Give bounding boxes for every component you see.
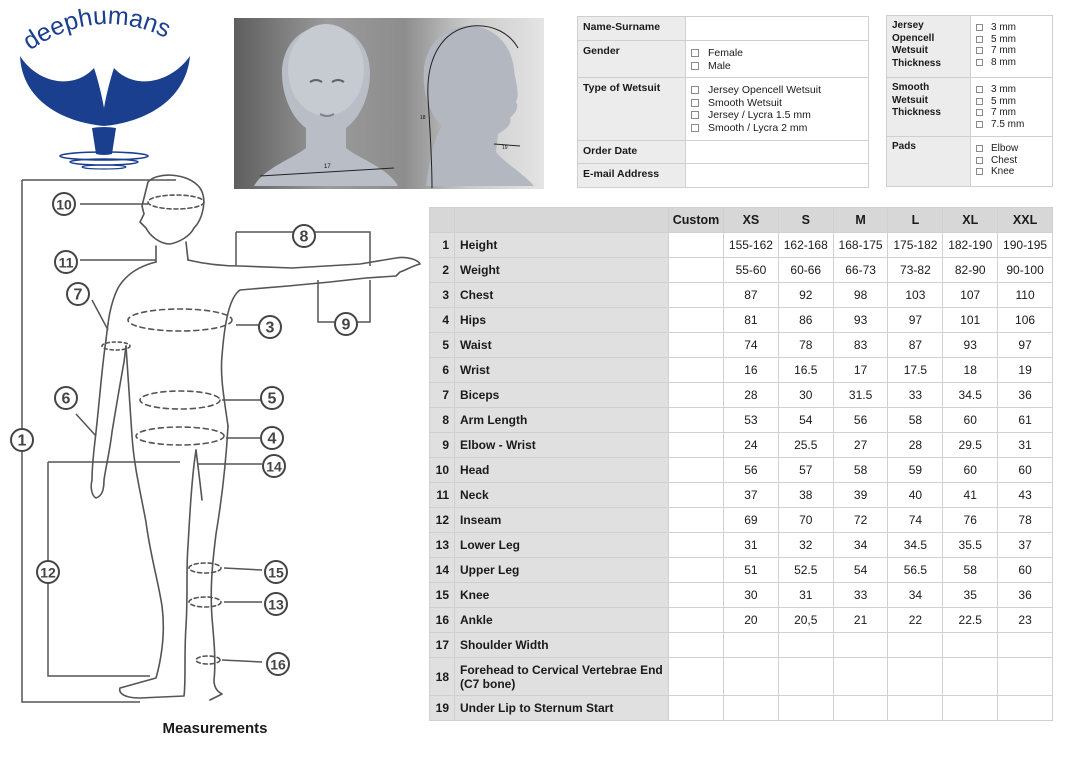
table-row (430, 283, 1053, 308)
measurement-number: 11 (430, 483, 455, 508)
marker-label: 16 (270, 656, 286, 673)
measurement-name: Arm Length (455, 408, 669, 433)
size-value-cell: 83 (833, 333, 888, 358)
size-value-cell (833, 658, 888, 696)
size-chart-header-cell: XXL (998, 208, 1053, 233)
checkbox-icon[interactable] (976, 168, 983, 175)
marker-label: 15 (268, 564, 284, 581)
size-chart-header-row (430, 208, 1053, 233)
size-value-cell: 30 (778, 383, 833, 408)
marker-label: 1 (17, 432, 27, 450)
size-value-cell: 27 (833, 433, 888, 458)
size-value-cell: 190-195 (998, 233, 1053, 258)
size-value-cell: 38 (778, 483, 833, 508)
table-row (430, 433, 1053, 458)
measurement-number: 12 (430, 508, 455, 533)
pads-option[interactable]: Elbow (976, 143, 1047, 155)
size-value-cell: 58 (943, 558, 998, 583)
size-value-cell: 34 (888, 583, 943, 608)
size-value-cell: 57 (778, 458, 833, 483)
size-value-cell: 23 (998, 608, 1053, 633)
marker-8 (293, 225, 315, 247)
size-chart-header-cell: XL (943, 208, 998, 233)
photo-label-18: 18 (420, 115, 426, 121)
measurement-number: 10 (430, 458, 455, 483)
measurement-name: Head (455, 458, 669, 483)
marker-10 (53, 193, 75, 215)
gender-option-female[interactable]: Female (691, 47, 863, 60)
size-value-cell: 37 (998, 533, 1053, 558)
table-row (430, 383, 1053, 408)
size-value-cell: 36 (998, 583, 1053, 608)
pads-option[interactable]: Knee (976, 166, 1047, 178)
marker-4 (261, 427, 283, 449)
body-measurement-diagram (0, 170, 430, 715)
size-value-cell (943, 633, 998, 658)
size-value-cell: 52.5 (778, 558, 833, 583)
size-chart-header-cell (430, 208, 455, 233)
size-value-cell (998, 633, 1053, 658)
size-value-cell (724, 658, 779, 696)
size-value-cell: 69 (724, 508, 779, 533)
size-value-cell (998, 696, 1053, 721)
size-value-cell: 21 (833, 608, 888, 633)
thickness-option[interactable]: 8 mm (976, 57, 1047, 69)
pads-option[interactable]: Chest (976, 155, 1047, 167)
customer-info-form (577, 16, 869, 188)
size-value-cell: 74 (724, 333, 779, 358)
size-value-cell: 70 (778, 508, 833, 533)
size-value-cell: 78 (998, 508, 1053, 533)
size-value-cell: 175-182 (888, 233, 943, 258)
size-value-cell: 59 (888, 458, 943, 483)
marker-5 (261, 387, 283, 409)
checkbox-icon[interactable] (976, 59, 983, 66)
deephumans-logo (14, 4, 194, 174)
marker-12 (37, 561, 59, 583)
form-row-name (578, 17, 869, 41)
size-chart-header-cell: L (888, 208, 943, 233)
size-value-cell: 24 (724, 433, 779, 458)
size-value-cell: 51 (724, 558, 779, 583)
size-value-cell: 53 (724, 408, 779, 433)
marker-label: 9 (341, 316, 351, 334)
table-row (430, 258, 1053, 283)
marker-label: 13 (268, 596, 284, 613)
checkbox-icon[interactable] (691, 111, 699, 119)
size-value-cell: 54 (778, 408, 833, 433)
table-row (430, 408, 1053, 433)
size-value-cell: 20,5 (778, 608, 833, 633)
marker-15 (265, 561, 287, 583)
size-value-cell: 25.5 (778, 433, 833, 458)
table-row (430, 658, 1053, 696)
marker-label: 14 (266, 458, 282, 475)
size-value-cell: 98 (833, 283, 888, 308)
checkbox-icon[interactable] (691, 62, 699, 70)
form-label: Gender (578, 41, 686, 78)
size-value-cell (724, 696, 779, 721)
size-value-cell: 34.5 (943, 383, 998, 408)
size-value-cell: 29.5 (943, 433, 998, 458)
form-row-email (578, 164, 869, 188)
form-row-jersey-thickness (887, 16, 1053, 78)
measurement-name: Hips (455, 308, 669, 333)
marker-label: 5 (267, 390, 277, 408)
size-chart-header-cell: XS (724, 208, 779, 233)
checkbox-icon[interactable] (691, 86, 699, 94)
form-label: Pads (887, 137, 971, 187)
size-value-cell: 60-66 (778, 258, 833, 283)
size-value-cell: 56 (833, 408, 888, 433)
profile-head-figure (420, 26, 534, 188)
custom-size-cell[interactable] (669, 696, 724, 721)
measurement-number: 13 (430, 533, 455, 558)
size-value-cell: 155-162 (724, 233, 779, 258)
measurement-number: 16 (430, 608, 455, 633)
table-row (430, 558, 1053, 583)
checkbox-icon[interactable] (976, 36, 983, 43)
size-value-cell: 31.5 (833, 383, 888, 408)
checkbox-icon[interactable] (976, 86, 983, 93)
size-value-cell: 162-168 (778, 233, 833, 258)
size-value-cell: 97 (888, 308, 943, 333)
size-value-cell (943, 696, 998, 721)
size-value-cell: 33 (888, 383, 943, 408)
measurement-name: Shoulder Width (455, 633, 669, 658)
size-value-cell (888, 633, 943, 658)
size-value-cell: 93 (833, 308, 888, 333)
custom-size-cell[interactable] (669, 308, 724, 333)
measurement-name: Biceps (455, 383, 669, 408)
table-row (430, 533, 1053, 558)
size-value-cell: 34.5 (888, 533, 943, 558)
size-value-cell: 18 (943, 358, 998, 383)
size-chart-header-cell: Custom (669, 208, 724, 233)
checkbox-icon[interactable] (691, 49, 699, 57)
form-row-pads (887, 137, 1053, 187)
size-value-cell (778, 633, 833, 658)
size-value-cell: 107 (943, 283, 998, 308)
table-row (430, 483, 1053, 508)
custom-size-cell[interactable] (669, 283, 724, 308)
photo-label-17: 17 (324, 164, 331, 170)
custom-size-cell[interactable] (669, 433, 724, 458)
size-chart-table (429, 207, 1053, 721)
measurement-name: Weight (455, 258, 669, 283)
measurement-name: Ankle (455, 608, 669, 633)
thickness-options-form (886, 15, 1053, 187)
thickness-option[interactable]: 7 mm (976, 45, 1047, 57)
table-row (430, 458, 1053, 483)
front-head-figure (254, 24, 398, 186)
size-value-cell: 22.5 (943, 608, 998, 633)
marker-9 (335, 313, 357, 335)
size-value-cell: 56.5 (888, 558, 943, 583)
size-value-cell: 103 (888, 283, 943, 308)
marker-label: 4 (267, 430, 277, 448)
size-value-cell: 58 (888, 408, 943, 433)
measurement-name: Chest (455, 283, 669, 308)
size-value-cell: 60 (998, 458, 1053, 483)
name-surname-field[interactable] (686, 17, 869, 41)
measurement-name: Neck (455, 483, 669, 508)
marker-13 (265, 593, 287, 615)
size-value-cell: 17.5 (888, 358, 943, 383)
measurement-number: 15 (430, 583, 455, 608)
custom-size-cell[interactable] (669, 358, 724, 383)
size-value-cell: 97 (998, 333, 1053, 358)
form-label: Type of Wetsuit (578, 78, 686, 141)
size-value-cell: 31 (778, 583, 833, 608)
table-row (430, 333, 1053, 358)
form-row-order-date (578, 141, 869, 164)
size-value-cell: 76 (943, 508, 998, 533)
form-row-smooth-thickness (887, 78, 1053, 137)
marker-label: 8 (299, 228, 309, 246)
size-value-cell: 101 (943, 308, 998, 333)
size-value-cell: 31 (998, 433, 1053, 458)
table-row (430, 583, 1053, 608)
size-chart-header-cell: M (833, 208, 888, 233)
size-value-cell: 28 (888, 433, 943, 458)
marker-11 (55, 251, 77, 273)
size-value-cell: 86 (778, 308, 833, 333)
size-value-cell: 54 (833, 558, 888, 583)
size-value-cell: 39 (833, 483, 888, 508)
marker-6 (55, 387, 77, 409)
marker-16 (267, 653, 289, 675)
measurement-name: Forehead to Cervical Vertebrae End (C7 bone) (455, 658, 669, 696)
marker-label: 11 (58, 254, 74, 271)
marker-7 (67, 283, 89, 305)
size-value-cell: 90-100 (998, 258, 1053, 283)
size-value-cell: 20 (724, 608, 779, 633)
size-chart-header-cell: S (778, 208, 833, 233)
size-value-cell (778, 696, 833, 721)
marker-label: 6 (61, 390, 71, 408)
custom-size-cell[interactable] (669, 383, 724, 408)
form-label: Name-Surname (578, 17, 686, 41)
size-value-cell: 110 (998, 283, 1053, 308)
table-row (430, 358, 1053, 383)
table-row (430, 633, 1053, 658)
size-value-cell: 60 (943, 408, 998, 433)
size-value-cell: 16.5 (778, 358, 833, 383)
measurement-number: 3 (430, 283, 455, 308)
size-value-cell: 73-82 (888, 258, 943, 283)
custom-size-cell[interactable] (669, 233, 724, 258)
checkbox-icon[interactable] (691, 124, 699, 132)
size-value-cell: 36 (998, 383, 1053, 408)
size-value-cell: 92 (778, 283, 833, 308)
size-value-cell (998, 658, 1053, 696)
size-value-cell: 40 (888, 483, 943, 508)
measurement-name: Under Lip to Sternum Start (455, 696, 669, 721)
diagram-markers (11, 193, 357, 675)
photo-label-19: 19 (502, 145, 508, 151)
checkbox-icon[interactable] (976, 109, 983, 116)
measurement-number: 2 (430, 258, 455, 283)
custom-size-cell[interactable] (669, 333, 724, 358)
wetsuit-option[interactable]: Smooth / Lycra 2 mm (691, 122, 863, 135)
measurement-name: Lower Leg (455, 533, 669, 558)
size-value-cell: 60 (998, 558, 1053, 583)
size-value-cell: 58 (833, 458, 888, 483)
size-value-cell (888, 696, 943, 721)
size-value-cell: 41 (943, 483, 998, 508)
size-value-cell: 81 (724, 308, 779, 333)
size-value-cell: 66-73 (833, 258, 888, 283)
email-field[interactable] (686, 164, 869, 188)
size-value-cell (778, 658, 833, 696)
measurement-name: Knee (455, 583, 669, 608)
custom-size-cell[interactable] (669, 608, 724, 633)
order-date-field[interactable] (686, 141, 869, 164)
measurement-number: 17 (430, 633, 455, 658)
checkbox-icon[interactable] (976, 121, 983, 128)
custom-size-cell[interactable] (669, 633, 724, 658)
size-value-cell: 35 (943, 583, 998, 608)
form-label: Smooth Wetsuit Thickness (887, 78, 971, 137)
size-value-cell: 19 (998, 358, 1053, 383)
table-row (430, 508, 1053, 533)
size-value-cell: 22 (888, 608, 943, 633)
size-value-cell: 17 (833, 358, 888, 383)
measurement-name: Waist (455, 333, 669, 358)
custom-size-cell[interactable] (669, 583, 724, 608)
custom-size-cell[interactable] (669, 533, 724, 558)
checkbox-icon[interactable] (976, 145, 983, 152)
measurement-name: Height (455, 233, 669, 258)
table-row (430, 608, 1053, 633)
marker-label: 7 (73, 286, 83, 304)
checkbox-icon[interactable] (691, 99, 699, 107)
thickness-option[interactable]: 3 mm (976, 22, 1047, 34)
checkbox-icon[interactable] (976, 24, 983, 31)
thickness-option[interactable]: 7.5 mm (976, 119, 1047, 131)
size-value-cell (724, 633, 779, 658)
custom-size-cell[interactable] (669, 258, 724, 283)
diagram-caption: Measurements (162, 720, 268, 737)
custom-size-cell[interactable] (669, 508, 724, 533)
size-value-cell: 106 (998, 308, 1053, 333)
size-value-cell: 87 (724, 283, 779, 308)
measurement-name: Wrist (455, 358, 669, 383)
size-value-cell: 56 (724, 458, 779, 483)
measurement-number: 19 (430, 696, 455, 721)
checkbox-icon[interactable] (976, 98, 983, 105)
custom-size-cell[interactable] (669, 458, 724, 483)
measurement-number: 4 (430, 308, 455, 333)
size-value-cell: 78 (778, 333, 833, 358)
marker-label: 10 (56, 196, 72, 213)
marker-label: 12 (40, 564, 56, 581)
measurement-name: Inseam (455, 508, 669, 533)
wetsuit-option[interactable]: Jersey / Lycra 1.5 mm (691, 109, 863, 122)
custom-size-cell[interactable] (669, 408, 724, 433)
size-value-cell (943, 658, 998, 696)
form-label: Jersey Opencell Wetsuit Thickness (887, 16, 971, 78)
size-value-cell: 182-190 (943, 233, 998, 258)
checkbox-icon[interactable] (976, 47, 983, 54)
whale-tail-icon (20, 56, 190, 126)
form-label: E-mail Address (578, 164, 686, 188)
thickness-option[interactable]: 5 mm (976, 34, 1047, 46)
size-value-cell (888, 658, 943, 696)
measurement-number: 9 (430, 433, 455, 458)
measurement-number: 6 (430, 358, 455, 383)
table-row (430, 308, 1053, 333)
size-value-cell: 61 (998, 408, 1053, 433)
size-value-cell: 28 (724, 383, 779, 408)
marker-label: 3 (265, 319, 275, 337)
size-value-cell: 32 (778, 533, 833, 558)
measurement-number: 14 (430, 558, 455, 583)
size-value-cell: 74 (888, 508, 943, 533)
size-value-cell: 31 (724, 533, 779, 558)
measurement-number: 5 (430, 333, 455, 358)
custom-size-cell[interactable] (669, 483, 724, 508)
table-row (430, 696, 1053, 721)
size-value-cell (833, 633, 888, 658)
measurement-number: 18 (430, 658, 455, 696)
size-value-cell: 87 (888, 333, 943, 358)
size-value-cell: 34 (833, 533, 888, 558)
size-value-cell: 37 (724, 483, 779, 508)
form-row-gender (578, 41, 869, 78)
form-row-wetsuit-type (578, 78, 869, 141)
marker-3 (259, 316, 281, 338)
form-label: Order Date (578, 141, 686, 164)
measurement-name: Elbow - Wrist (455, 433, 669, 458)
wetsuit-option[interactable]: Smooth Wetsuit (691, 97, 863, 110)
thickness-option[interactable]: 7 mm (976, 107, 1047, 119)
gender-option-male[interactable]: Male (691, 60, 863, 73)
size-value-cell (833, 696, 888, 721)
measurement-number: 7 (430, 383, 455, 408)
size-value-cell: 168-175 (833, 233, 888, 258)
measurement-name: Upper Leg (455, 558, 669, 583)
size-chart-header-cell (455, 208, 669, 233)
wetsuit-option[interactable]: Jersey Opencell Wetsuit (691, 84, 863, 97)
measurement-number: 8 (430, 408, 455, 433)
size-value-cell: 60 (943, 458, 998, 483)
size-value-cell: 55-60 (724, 258, 779, 283)
size-value-cell: 82-90 (943, 258, 998, 283)
size-value-cell: 43 (998, 483, 1053, 508)
table-row (430, 233, 1053, 258)
size-value-cell: 30 (724, 583, 779, 608)
size-value-cell: 35.5 (943, 533, 998, 558)
logo-text: deephumans (17, 4, 176, 56)
measurement-number: 1 (430, 233, 455, 258)
size-value-cell: 33 (833, 583, 888, 608)
custom-size-cell[interactable] (669, 558, 724, 583)
marker-14 (263, 455, 285, 477)
size-value-cell: 72 (833, 508, 888, 533)
thickness-option[interactable]: 3 mm (976, 84, 1047, 96)
checkbox-icon[interactable] (976, 157, 983, 164)
thickness-option[interactable]: 5 mm (976, 96, 1047, 108)
custom-size-cell[interactable] (669, 658, 724, 696)
size-value-cell: 93 (943, 333, 998, 358)
head-measurement-photo (234, 18, 544, 189)
size-value-cell: 16 (724, 358, 779, 383)
marker-1 (11, 429, 33, 451)
